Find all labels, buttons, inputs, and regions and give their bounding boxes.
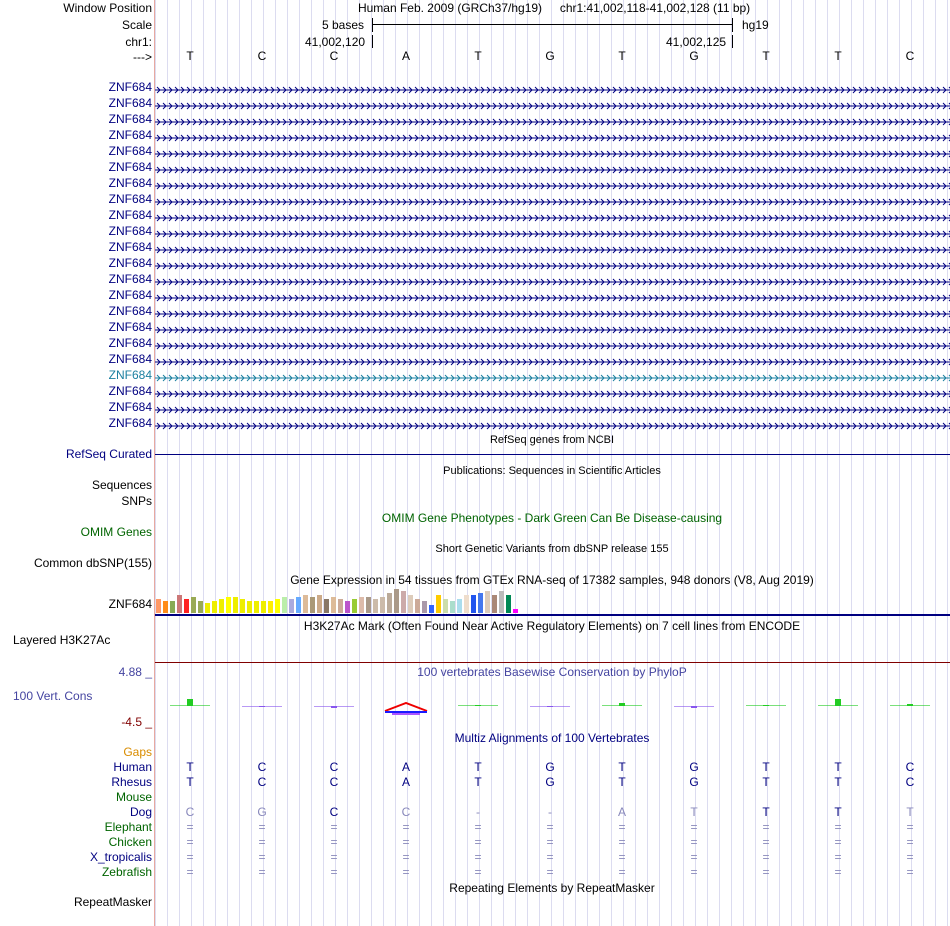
alignment-base: = bbox=[330, 850, 338, 864]
species-label[interactable]: Mouse bbox=[115, 790, 152, 804]
alignment-base: = bbox=[402, 850, 410, 864]
gtex-tissue-bar[interactable] bbox=[296, 597, 301, 613]
h3k27ac-label[interactable]: Layered H3K27Ac bbox=[13, 633, 111, 647]
gtex-tissue-bar[interactable] bbox=[184, 599, 189, 613]
species-label[interactable]: Elephant bbox=[104, 820, 152, 834]
gtex-title: Gene Expression in 54 tissues from GTEx RNA-seq of 17382 samples, 948 donors (V8, Aug 2019) bbox=[290, 573, 814, 587]
alignment-base: = bbox=[258, 820, 266, 834]
cons-min-label: -4.5 _ bbox=[121, 715, 152, 729]
gtex-tissue-bar[interactable] bbox=[429, 605, 434, 613]
alignment-base: T bbox=[618, 775, 626, 789]
gencode-gene-label[interactable]: ZNF684 bbox=[108, 224, 152, 238]
gtex-tissue-bar[interactable] bbox=[212, 601, 217, 613]
gtex-tissue-bar[interactable] bbox=[366, 597, 371, 613]
gencode-gene-label[interactable]: ZNF684 bbox=[108, 384, 152, 398]
dbsnp-label[interactable]: Common dbSNP(155) bbox=[33, 556, 152, 570]
gencode-gene-label[interactable]: ZNF684 bbox=[108, 416, 152, 430]
alignment-base: - bbox=[476, 805, 480, 819]
alignment-base: = bbox=[330, 865, 338, 879]
gtex-tissue-bar[interactable] bbox=[338, 599, 343, 613]
reference-base: T bbox=[762, 49, 770, 63]
alignment-base: T bbox=[474, 760, 482, 774]
alignment-base: = bbox=[474, 835, 482, 849]
gencode-gene-label[interactable]: ZNF684 bbox=[108, 80, 152, 94]
alignment-base: = bbox=[474, 850, 482, 864]
gtex-tissue-bar[interactable] bbox=[324, 599, 329, 613]
gencode-gene-feature[interactable] bbox=[155, 243, 950, 251]
reference-base: C bbox=[257, 49, 267, 63]
alignment-base: G bbox=[689, 760, 699, 774]
alignment-base: = bbox=[834, 820, 842, 834]
gtex-tissue-bar[interactable] bbox=[240, 599, 245, 613]
alignment-base: = bbox=[546, 850, 554, 864]
alignment-base: = bbox=[186, 820, 194, 834]
alignment-base: T bbox=[762, 760, 770, 774]
conservation-mark[interactable] bbox=[314, 706, 354, 708]
alignment-base: = bbox=[762, 865, 770, 879]
gencode-gene-feature[interactable] bbox=[155, 259, 950, 267]
gencode-gene-feature[interactable] bbox=[155, 99, 950, 107]
gtex-tissue-bar[interactable] bbox=[331, 597, 336, 613]
gtex-tissue-bar[interactable] bbox=[422, 601, 427, 613]
reference-base: T bbox=[186, 49, 194, 63]
gencode-gene-feature[interactable] bbox=[155, 291, 950, 299]
gtex-tissue-bar[interactable] bbox=[226, 597, 231, 613]
conservation-mark[interactable] bbox=[746, 705, 786, 706]
track-labels-panel bbox=[0, 0, 154, 926]
scale-label: Scale bbox=[121, 18, 152, 32]
gtex-tissue-bar[interactable] bbox=[191, 597, 196, 613]
gtex-tissue-bar[interactable] bbox=[261, 601, 266, 613]
gencode-gene-feature[interactable] bbox=[155, 355, 950, 363]
gtex-tissue-bar[interactable] bbox=[219, 599, 224, 613]
species-label[interactable]: Dog bbox=[129, 805, 152, 819]
scale-bar bbox=[372, 18, 733, 32]
alignment-base: = bbox=[906, 835, 914, 849]
reference-base: T bbox=[618, 49, 626, 63]
gencode-gene-feature[interactable] bbox=[155, 339, 950, 347]
alignment-base: = bbox=[906, 850, 914, 864]
alignment-base: = bbox=[834, 865, 842, 879]
gtex-tissue-bar[interactable] bbox=[289, 599, 294, 613]
gtex-tissue-bar[interactable] bbox=[380, 597, 385, 613]
omim-genes-label[interactable]: OMIM Genes bbox=[80, 525, 152, 539]
gtex-tissue-bar[interactable] bbox=[464, 595, 469, 613]
gtex-tissue-bar[interactable] bbox=[499, 591, 504, 613]
cons-max-label: 4.88 _ bbox=[118, 665, 152, 679]
gencode-gene-label[interactable]: ZNF684 bbox=[108, 144, 152, 158]
coord-tick-1 bbox=[372, 35, 373, 48]
alignment-base: = bbox=[690, 850, 698, 864]
scale-bar-label: 5 bases bbox=[322, 18, 365, 32]
alignment-base: = bbox=[258, 835, 266, 849]
gencode-gene-label[interactable]: ZNF684 bbox=[108, 192, 152, 206]
alignment-base: = bbox=[546, 865, 554, 879]
gtex-tissue-bar[interactable] bbox=[352, 599, 357, 613]
h3k27ac-signal-line[interactable] bbox=[155, 662, 950, 663]
alignment-base: G bbox=[689, 775, 699, 789]
gtex-bar-chart[interactable] bbox=[155, 588, 950, 613]
gencode-gene-feature[interactable] bbox=[155, 195, 950, 203]
alignment-base: T bbox=[762, 775, 770, 789]
reference-base: C bbox=[905, 49, 915, 63]
conservation-mark[interactable] bbox=[890, 704, 930, 706]
alignment-base: T bbox=[834, 805, 842, 819]
gtex-tissue-bar[interactable] bbox=[450, 601, 455, 613]
gtex-tissue-bar[interactable] bbox=[247, 601, 252, 613]
cons-title: 100 vertebrates Basewise Conservation by PhyloP bbox=[417, 665, 687, 679]
alignment-base: = bbox=[186, 835, 194, 849]
gencode-gene-label[interactable]: ZNF684 bbox=[108, 240, 152, 254]
gencode-gene-feature[interactable] bbox=[155, 83, 950, 91]
reference-base: C bbox=[329, 49, 339, 63]
conservation-mark[interactable] bbox=[530, 706, 570, 707]
gencode-gene-feature[interactable] bbox=[155, 371, 950, 379]
alignment-base: T bbox=[186, 760, 194, 774]
alignment-base: C bbox=[905, 775, 915, 789]
conservation-mark[interactable] bbox=[674, 706, 714, 708]
alignment-base: = bbox=[402, 835, 410, 849]
coord-label-2: 41,002,125 bbox=[666, 35, 727, 49]
gencode-gene-label[interactable]: ZNF684 bbox=[108, 288, 152, 302]
refseq-line[interactable] bbox=[155, 454, 950, 455]
alignment-base: = bbox=[402, 820, 410, 834]
gtex-tissue-bar[interactable] bbox=[492, 595, 497, 613]
h3k27ac-title: H3K27Ac Mark (Often Found Near Active Regulatory Elements) on 7 cell lines from ENCODE bbox=[303, 619, 801, 633]
gencode-gene-label[interactable]: ZNF684 bbox=[108, 96, 152, 110]
alignment-base: C bbox=[257, 775, 267, 789]
gtex-tissue-bar[interactable] bbox=[408, 595, 413, 613]
alignment-base: = bbox=[330, 835, 338, 849]
dbsnp-title: Short Genetic Variants from dbSNP release 155 bbox=[435, 543, 669, 555]
gtex-tissue-bar[interactable] bbox=[198, 601, 203, 613]
refseq-curated-label[interactable]: RefSeq Curated bbox=[65, 447, 152, 461]
alignment-base: = bbox=[186, 850, 194, 864]
gencode-gene-label[interactable]: ZNF684 bbox=[108, 320, 152, 334]
reference-base: A bbox=[401, 49, 410, 63]
reference-base: G bbox=[689, 49, 699, 63]
reference-base: G bbox=[545, 49, 555, 63]
alignment-base: C bbox=[329, 775, 339, 789]
gtex-tissue-bar[interactable] bbox=[394, 589, 399, 613]
gencode-gene-label[interactable]: ZNF684 bbox=[108, 400, 152, 414]
gtex-tissue-bar[interactable] bbox=[471, 595, 476, 613]
gencode-gene-feature[interactable] bbox=[155, 179, 950, 187]
gaps-label[interactable]: Gaps bbox=[123, 745, 152, 759]
alignment-base: C bbox=[401, 805, 411, 819]
gencode-gene-feature[interactable] bbox=[155, 131, 950, 139]
publications-title: Publications: Sequences in Scientific Articles bbox=[443, 465, 661, 477]
gtex-tissue-bar[interactable] bbox=[443, 599, 448, 613]
alignment-base: - bbox=[548, 805, 552, 819]
alignment-base: = bbox=[690, 865, 698, 879]
gencode-gene-feature[interactable] bbox=[155, 147, 950, 155]
alignment-base: T bbox=[834, 760, 842, 774]
alignment-base: = bbox=[618, 820, 626, 834]
window-position-label: Window Position bbox=[63, 1, 152, 15]
strand-toggle[interactable]: ---> bbox=[133, 50, 152, 64]
repeatmasker-title: Repeating Elements by RepeatMasker bbox=[449, 881, 655, 895]
track-area[interactable] bbox=[155, 0, 950, 926]
alignment-base: = bbox=[618, 850, 626, 864]
species-label[interactable]: Human bbox=[113, 760, 152, 774]
alignment-base: A bbox=[617, 805, 626, 819]
gencode-gene-label[interactable]: ZNF684 bbox=[108, 112, 152, 126]
gtex-tissue-bar[interactable] bbox=[478, 593, 483, 613]
gtex-tissue-bar[interactable] bbox=[415, 599, 420, 613]
gtex-tissue-bar[interactable] bbox=[310, 597, 315, 613]
conservation-mark[interactable] bbox=[818, 699, 858, 706]
gencode-gene-feature[interactable] bbox=[155, 419, 950, 427]
gencode-gene-feature[interactable] bbox=[155, 387, 950, 395]
alignment-base: T bbox=[618, 760, 626, 774]
gtex-tissue-bar[interactable] bbox=[401, 591, 406, 613]
alignment-base: T bbox=[762, 805, 770, 819]
conservation-mark[interactable] bbox=[242, 706, 282, 707]
chromosome-label: chr1: bbox=[125, 35, 152, 49]
gencode-gene-feature[interactable] bbox=[155, 403, 950, 411]
sequences-label[interactable]: Sequences bbox=[91, 478, 152, 492]
alignment-base: = bbox=[618, 835, 626, 849]
gtex-tissue-bar[interactable] bbox=[387, 593, 392, 613]
gtex-tissue-bar[interactable] bbox=[317, 595, 322, 613]
alignment-base: = bbox=[258, 865, 266, 879]
assembly-title: Human Feb. 2009 (GRCh37/hg19) bbox=[357, 1, 543, 15]
gencode-gene-label[interactable]: ZNF684 bbox=[108, 352, 152, 366]
alignment-base: C bbox=[185, 805, 195, 819]
gtex-tissue-bar[interactable] bbox=[163, 601, 168, 613]
alignment-base: = bbox=[834, 850, 842, 864]
gencode-gene-feature[interactable] bbox=[155, 307, 950, 315]
gtex-tissue-bar[interactable] bbox=[436, 595, 441, 613]
coord-label-1: 41,002,120 bbox=[305, 35, 366, 49]
gencode-gene-label[interactable]: ZNF684 bbox=[108, 208, 152, 222]
gtex-tissue-bar[interactable] bbox=[345, 601, 350, 613]
gtex-tissue-bar[interactable] bbox=[282, 597, 287, 613]
alignment-base: = bbox=[690, 835, 698, 849]
alignment-base: = bbox=[258, 850, 266, 864]
alignment-base: C bbox=[905, 760, 915, 774]
gencode-gene-label[interactable]: ZNF684 bbox=[108, 336, 152, 350]
species-label[interactable]: X_tropicalis bbox=[89, 850, 152, 864]
gencode-gene-feature[interactable] bbox=[155, 275, 950, 283]
alignment-base: = bbox=[762, 835, 770, 849]
multiz-title: Multiz Alignments of 100 Vertebrates bbox=[454, 731, 650, 745]
alignment-base: = bbox=[618, 865, 626, 879]
alignment-base: A bbox=[401, 775, 410, 789]
gencode-gene-feature[interactable] bbox=[155, 115, 950, 123]
gencode-gene-feature[interactable] bbox=[155, 227, 950, 235]
alignment-base: C bbox=[257, 760, 267, 774]
gtex-tissue-bar[interactable] bbox=[233, 597, 238, 613]
conservation-mark[interactable] bbox=[170, 699, 210, 706]
gtex-tissue-bar[interactable] bbox=[373, 599, 378, 613]
alignment-base: T bbox=[690, 805, 698, 819]
gencode-gene-feature[interactable] bbox=[155, 163, 950, 171]
gtex-tissue-bar[interactable] bbox=[359, 597, 364, 613]
gtex-baseline bbox=[155, 614, 950, 616]
gtex-tissue-bar[interactable] bbox=[170, 601, 175, 613]
coord-tick-2 bbox=[732, 35, 733, 48]
alignment-base: C bbox=[329, 805, 339, 819]
alignment-base: T bbox=[906, 805, 914, 819]
gtex-tissue-bar[interactable] bbox=[177, 595, 182, 613]
gtex-tissue-bar[interactable] bbox=[268, 601, 273, 613]
position-title: chr1:41,002,118-41,002,128 (11 bp) bbox=[559, 1, 751, 15]
cons-label[interactable]: 100 Vert. Cons bbox=[13, 689, 93, 703]
gtex-tissue-bar[interactable] bbox=[506, 595, 511, 613]
gencode-gene-label[interactable]: ZNF684 bbox=[108, 304, 152, 318]
alignment-base: T bbox=[186, 775, 194, 789]
alignment-base: G bbox=[545, 775, 555, 789]
gtex-tissue-bar[interactable] bbox=[485, 591, 490, 613]
gtex-tissue-bar[interactable] bbox=[303, 595, 308, 613]
gencode-gene-label[interactable]: ZNF684 bbox=[108, 160, 152, 174]
alignment-base: G bbox=[545, 760, 555, 774]
alignment-base: A bbox=[401, 760, 410, 774]
reference-base: T bbox=[834, 49, 842, 63]
alignment-base: = bbox=[906, 820, 914, 834]
snps-label[interactable]: SNPs bbox=[121, 494, 152, 508]
db-label: hg19 bbox=[742, 18, 769, 32]
alignment-base: = bbox=[330, 820, 338, 834]
alignment-base: = bbox=[834, 835, 842, 849]
gencode-gene-feature[interactable] bbox=[155, 323, 950, 331]
gencode-gene-feature[interactable] bbox=[155, 211, 950, 219]
gencode-gene-label[interactable]: ZNF684 bbox=[108, 128, 152, 142]
gencode-gene-label[interactable]: ZNF684 bbox=[108, 272, 152, 286]
alignment-base: = bbox=[474, 865, 482, 879]
species-label[interactable]: Zebrafish bbox=[101, 865, 152, 879]
alignment-base: = bbox=[546, 835, 554, 849]
alignment-base: T bbox=[474, 775, 482, 789]
alignment-base: = bbox=[402, 865, 410, 879]
conservation-mark[interactable] bbox=[384, 702, 428, 716]
repeatmasker-label[interactable]: RepeatMasker bbox=[73, 895, 152, 909]
alignment-base: = bbox=[690, 820, 698, 834]
species-label[interactable]: Chicken bbox=[108, 835, 152, 849]
alignment-base: = bbox=[474, 820, 482, 834]
refseq-title: RefSeq genes from NCBI bbox=[489, 434, 615, 446]
omim-title: OMIM Gene Phenotypes - Dark Green Can Be Disease-causing bbox=[381, 511, 723, 525]
alignment-base: T bbox=[834, 775, 842, 789]
conservation-mark[interactable] bbox=[458, 705, 498, 706]
conservation-mark[interactable] bbox=[602, 703, 642, 706]
gtex-tissue-bar[interactable] bbox=[205, 603, 210, 613]
gtex-tissue-bar[interactable] bbox=[275, 599, 280, 613]
gencode-gene-label[interactable]: ZNF684 bbox=[108, 368, 152, 382]
alignment-base: G bbox=[257, 805, 267, 819]
gtex-tissue-bar[interactable] bbox=[457, 599, 462, 613]
alignment-base: = bbox=[906, 865, 914, 879]
alignment-base: = bbox=[762, 850, 770, 864]
alignment-base: = bbox=[762, 820, 770, 834]
gtex-tissue-bar[interactable] bbox=[156, 599, 161, 613]
gtex-tissue-bar[interactable] bbox=[513, 609, 518, 613]
gencode-gene-label[interactable]: ZNF684 bbox=[108, 176, 152, 190]
reference-base: T bbox=[474, 49, 482, 63]
gencode-gene-label[interactable]: ZNF684 bbox=[108, 256, 152, 270]
gtex-tissue-bar[interactable] bbox=[254, 601, 259, 613]
alignment-base: = bbox=[546, 820, 554, 834]
species-label[interactable]: Rhesus bbox=[111, 775, 152, 789]
gtex-gene-label[interactable]: ZNF684 bbox=[108, 597, 152, 611]
alignment-base: = bbox=[186, 865, 194, 879]
alignment-base: C bbox=[329, 760, 339, 774]
